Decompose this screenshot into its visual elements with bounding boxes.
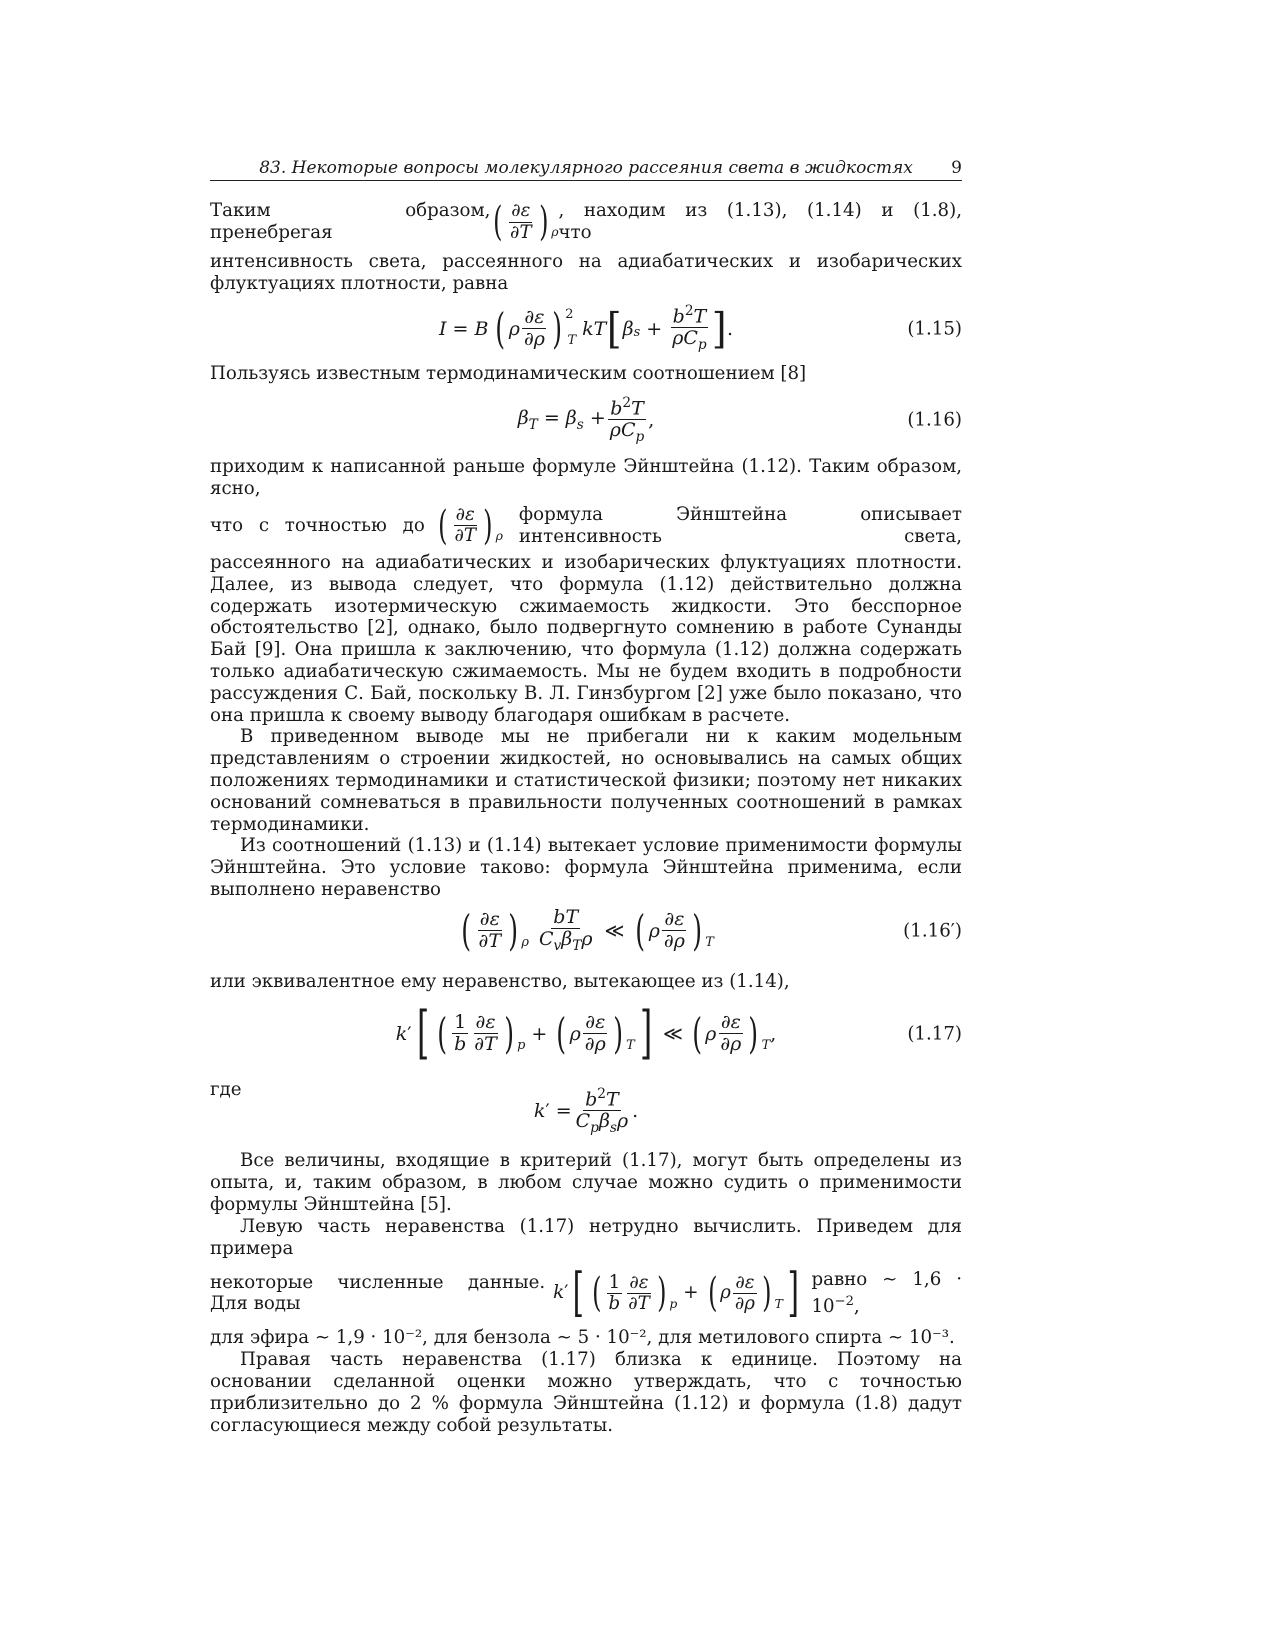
equation-1-17: k′ [ ( $\frac{1}{b}$ $\frac{\partial\varepsilon}{\partial T}$ ) p + ( ρ $\frac{\partial\varepsilon}{\partial\rho}$ ) T ] ≪ ( ρ $\frac{\partial\varepsilon}{\partial\rho}$ ) T , (1.17) bbox=[395, 1000, 962, 1067]
p9-tail: равно ∼ $1,6 \cdot 10^{-2}$, bbox=[811, 1268, 962, 1317]
p3-rest: рассеянного на адиабатических и изобарических флуктуациях плотности. Далее, из вывода следует, что формула (1.12) действительно должна содержать изотермическую сжимаемость жидкости. Это бесспорное обстоятельство [2], однако, было подвергнуто сомнению в работе Сунанды Бай [9]. Она пришла к заключению, что формула (1.12) должна содержать только адиабатическую сжимаемость. Мы не будем входить в подробности рассуждения С. Бай, поскольку В. Л. Гинзбургом [2] уже было показано, что она пришла к своему выводу благодаря ошибкам в расчете. bbox=[210, 551, 962, 726]
equation-k-prime: k′ = $\frac{b^2T}{C_p\beta_s\rho}$ . bbox=[533, 1085, 639, 1136]
depsdT-rho-inline: ( $\frac{\partial\varepsilon}{\partial T}$ ) ρ bbox=[493, 198, 559, 245]
p1-tail: , находим из (1.13), (1.14) и (1.8), что bbox=[558, 200, 962, 243]
eq-number-1-16: (1.16) bbox=[907, 409, 962, 431]
equation-1-16: $\beta_T = \beta_s$ + $\frac{b^2T}{\rho C_p}$ , (1.16) bbox=[517, 394, 962, 445]
equation-1-15: I = B ( ρ $\frac{\partial\varepsilon}{\partial\rho}$ ) 2 T kT [ β s + $\frac{b^2T}{\rho C_p}$ ] . (1.15) bbox=[438, 303, 962, 354]
paragraph-5: Из соотношений (1.13) и (1.14) вытекает условие применимости формулы Эйнштейна. Это условие таково: формула Эйнштейна применима, если выполнено неравенство bbox=[210, 835, 962, 900]
paragraph-1 bbox=[210, 193, 962, 295]
p9-exponent: −2 bbox=[834, 1293, 854, 1309]
running-header bbox=[210, 158, 962, 181]
p3-line2 bbox=[210, 500, 962, 552]
paragraph-6: или эквивалентное ему неравенство, вытекающее из (1.14), bbox=[210, 970, 790, 992]
p1-rest: интенсивность света, рассеянного на адиабатических и изобарических флуктуациях плотности, равна bbox=[210, 251, 962, 294]
p3-lead: что с точностью до bbox=[210, 515, 425, 537]
paragraph-3 bbox=[210, 456, 962, 726]
page-number: 9 bbox=[951, 158, 962, 178]
paragraph-9 bbox=[210, 1216, 962, 1349]
paragraph-2: Пользуясь известным термодинамическим соотношением [8] bbox=[210, 362, 807, 384]
eq-number-1-15: (1.15) bbox=[907, 318, 962, 340]
p9-line1: Левую часть неравенства (1.17) нетрудно вычислить. Приведем для примера bbox=[210, 1215, 962, 1259]
eq-number-1-17: (1.17) bbox=[907, 1023, 962, 1045]
p3-tail: формула Эйнштейна описывает интенсивность света, bbox=[518, 504, 962, 547]
eq-number-1-16-prime: (1.16′) bbox=[903, 920, 962, 942]
paragraph-8: Все величины, входящие в критерий (1.17), могут быть определены из опыта, и, таким образом, в любом случае можно судить о применимости формулы Эйнштейна [5]. bbox=[210, 1150, 962, 1215]
paragraph-1-line1 bbox=[210, 193, 962, 251]
depsdT-rho-inline-2: ( $\frac{\partial\varepsilon}{\partial T}$ ) ρ bbox=[437, 502, 503, 549]
p9-lead: некоторые численные данные. Для воды bbox=[210, 1271, 546, 1315]
p9-line2 bbox=[210, 1259, 962, 1327]
k-prime-expression: k ′ [ ( $\frac{1}{b}$ $\frac{\partial\varepsilon}{\partial T}$ ) p + ( ρ $\frac{\partial\varepsilon}{\partial\rho}$ ) T ] bbox=[553, 1261, 799, 1323]
page bbox=[210, 158, 962, 1436]
p9-line3: для эфира ∼ 1,9 · 10⁻², для бензола ∼ 5 · 10⁻², для метилового спирта ∼ 10⁻³. bbox=[210, 1327, 955, 1349]
p3-line1: приходим к написанной раньше формуле Эйнштейна (1.12). Таким образом, ясно, bbox=[210, 456, 962, 500]
p1-lead: Таким образом, пренебрегая bbox=[210, 200, 491, 243]
equation-1-16-prime: ( $\frac{\partial\varepsilon}{\partial T}$ ) ρ $\frac{bT}{C_v\beta_T\rho}$ ≪ ( ρ $\frac{\partial\varepsilon}{\partial\rho}$ ) T (1.16′) bbox=[461, 905, 962, 955]
paragraph-4: В приведенном выводе мы не прибегали ни к каким модельным представлениям о строении жидкостей, но основывались на самых общих положениях термодинамики и статистической физики; поэтому нет никаких оснований сомневаться в правильности полученных соотношений в рамках термодинамики. bbox=[210, 726, 962, 835]
header-title: 83. Некоторые вопросы молекулярного рассеяния света в жидкостях bbox=[259, 158, 913, 178]
paragraph-10: Правая часть неравенства (1.17) близка к единице. Поэтому на основании сделанной оценки можно утверждать, что с точностью приблизительно до 2 % формула Эйнштейна (1.12) и формула (1.8) дадут согласующиеся между собой результаты. bbox=[210, 1349, 962, 1436]
paragraph-7: где bbox=[210, 1078, 242, 1100]
p9-tail-text: равно ∼ 1,6 · 10 bbox=[811, 1268, 962, 1317]
